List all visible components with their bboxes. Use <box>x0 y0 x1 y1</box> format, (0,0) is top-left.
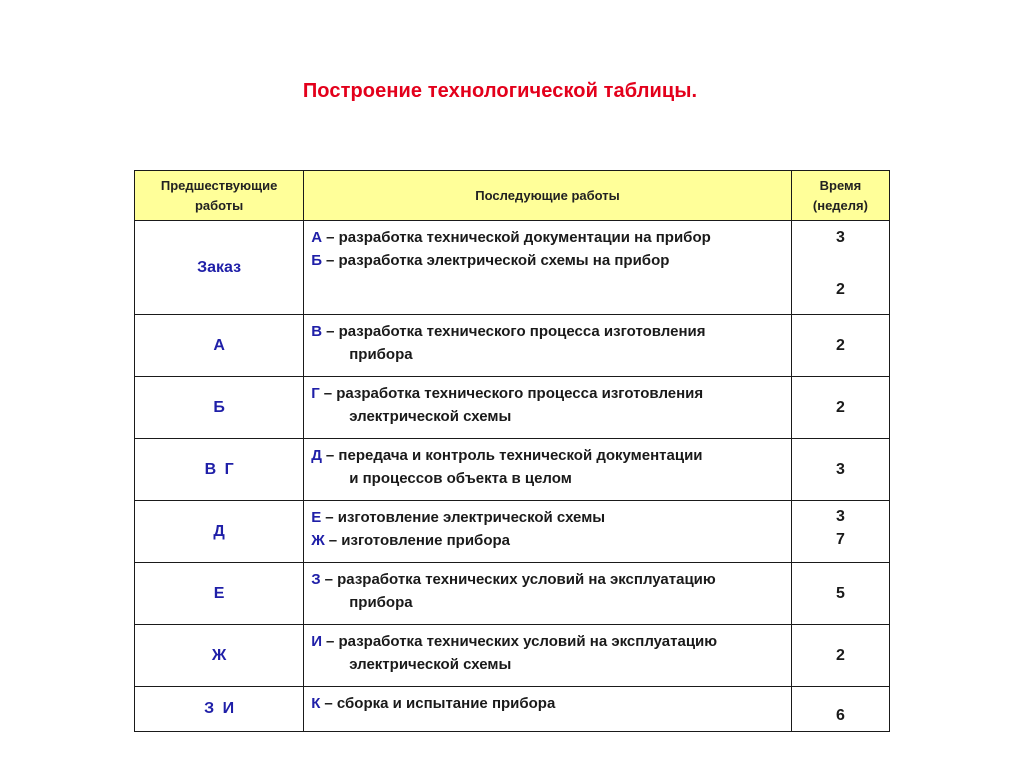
successor-cell <box>304 625 792 687</box>
predecessor-cell: Ж <box>135 625 304 687</box>
successor-cell <box>304 687 792 732</box>
technology-table <box>134 170 890 732</box>
successor-cell <box>304 439 792 501</box>
work-text: – разработка технической документации на прибор <box>326 229 711 246</box>
work-item <box>311 226 785 249</box>
table-row <box>135 501 890 563</box>
table-header-row <box>135 171 890 221</box>
work-item <box>311 692 785 715</box>
successor-cell <box>304 377 792 439</box>
table-row <box>135 221 890 315</box>
header-predecessor: Предшествующие работы <box>135 171 304 221</box>
time-value: 2 <box>835 398 845 416</box>
successor-cell <box>304 563 792 625</box>
work-code: З <box>311 571 321 588</box>
work-item <box>311 249 785 272</box>
work-text-continuation: электрической схемы <box>349 408 512 425</box>
work-text: – передача и контроль технической документации <box>325 447 703 464</box>
predecessor-cell: А <box>135 315 304 377</box>
predecessor-cell: Е <box>135 563 304 625</box>
work-item <box>311 382 785 428</box>
time-value: 2 <box>835 281 845 298</box>
time-cell <box>791 377 889 439</box>
time-value: 3 <box>835 229 845 246</box>
time-value: 5 <box>835 584 845 602</box>
work-code: Г <box>311 385 320 402</box>
predecessor-cell: Б <box>135 377 304 439</box>
time-value: 3 <box>835 460 845 478</box>
work-text-continuation: прибора <box>349 346 413 363</box>
time-cell <box>791 563 889 625</box>
header-successor: Последующие работы <box>304 171 792 221</box>
work-text: – разработка технических условий на эксплуатацию <box>324 571 716 588</box>
work-item <box>311 444 785 490</box>
work-code: Б <box>311 252 322 269</box>
slide-title: Построение технологической таблицы. <box>302 80 698 102</box>
work-item <box>311 568 785 614</box>
table-row <box>135 625 890 687</box>
work-item <box>311 320 785 366</box>
work-text-continuation: электрической схемы <box>349 656 512 673</box>
time-cell <box>791 625 889 687</box>
work-text: – изготовление электрической схемы <box>325 509 606 526</box>
time-value: 2 <box>835 336 845 354</box>
work-code: Д <box>311 447 322 464</box>
work-text: – разработка технического процесса изготовления <box>323 385 704 402</box>
work-code: А <box>311 229 323 246</box>
work-code: Е <box>311 509 322 526</box>
work-text: – сборка и испытание прибора <box>324 695 556 712</box>
work-code: Ж <box>311 532 325 549</box>
time-cell <box>791 501 889 563</box>
table-row <box>135 315 890 377</box>
work-text-continuation: и процессов объекта в целом <box>349 470 572 487</box>
work-code: И <box>311 633 322 650</box>
time-cell <box>791 315 889 377</box>
predecessor-cell: Д <box>135 501 304 563</box>
table-row <box>135 563 890 625</box>
successor-cell <box>304 501 792 563</box>
time-value: 2 <box>835 646 845 664</box>
work-text: – разработка технических условий на эксплуатацию <box>326 633 718 650</box>
work-item <box>311 506 785 529</box>
work-item <box>311 630 785 676</box>
time-value: 6 <box>835 707 845 724</box>
work-text: – изготовление прибора <box>328 532 510 549</box>
successor-cell <box>304 315 792 377</box>
work-text: – разработка электрической схемы на прибор <box>326 252 670 269</box>
work-code: В <box>311 323 323 340</box>
time-value: 7 <box>835 531 845 548</box>
table-row <box>135 439 890 501</box>
predecessor-cell: В Г <box>135 439 304 501</box>
table-row <box>135 687 890 732</box>
time-cell <box>791 439 889 501</box>
time-cell <box>791 221 889 315</box>
successor-cell <box>304 221 792 315</box>
table-row <box>135 377 890 439</box>
work-item <box>311 529 785 552</box>
work-text-continuation: прибора <box>349 594 413 611</box>
work-text: – разработка технического процесса изготовления <box>326 323 706 340</box>
time-cell <box>791 687 889 732</box>
predecessor-cell: Заказ <box>135 221 304 315</box>
header-time: Время (неделя) <box>791 171 889 221</box>
predecessor-cell: З И <box>135 687 304 732</box>
time-value: 3 <box>835 508 845 525</box>
work-code: К <box>311 695 321 712</box>
